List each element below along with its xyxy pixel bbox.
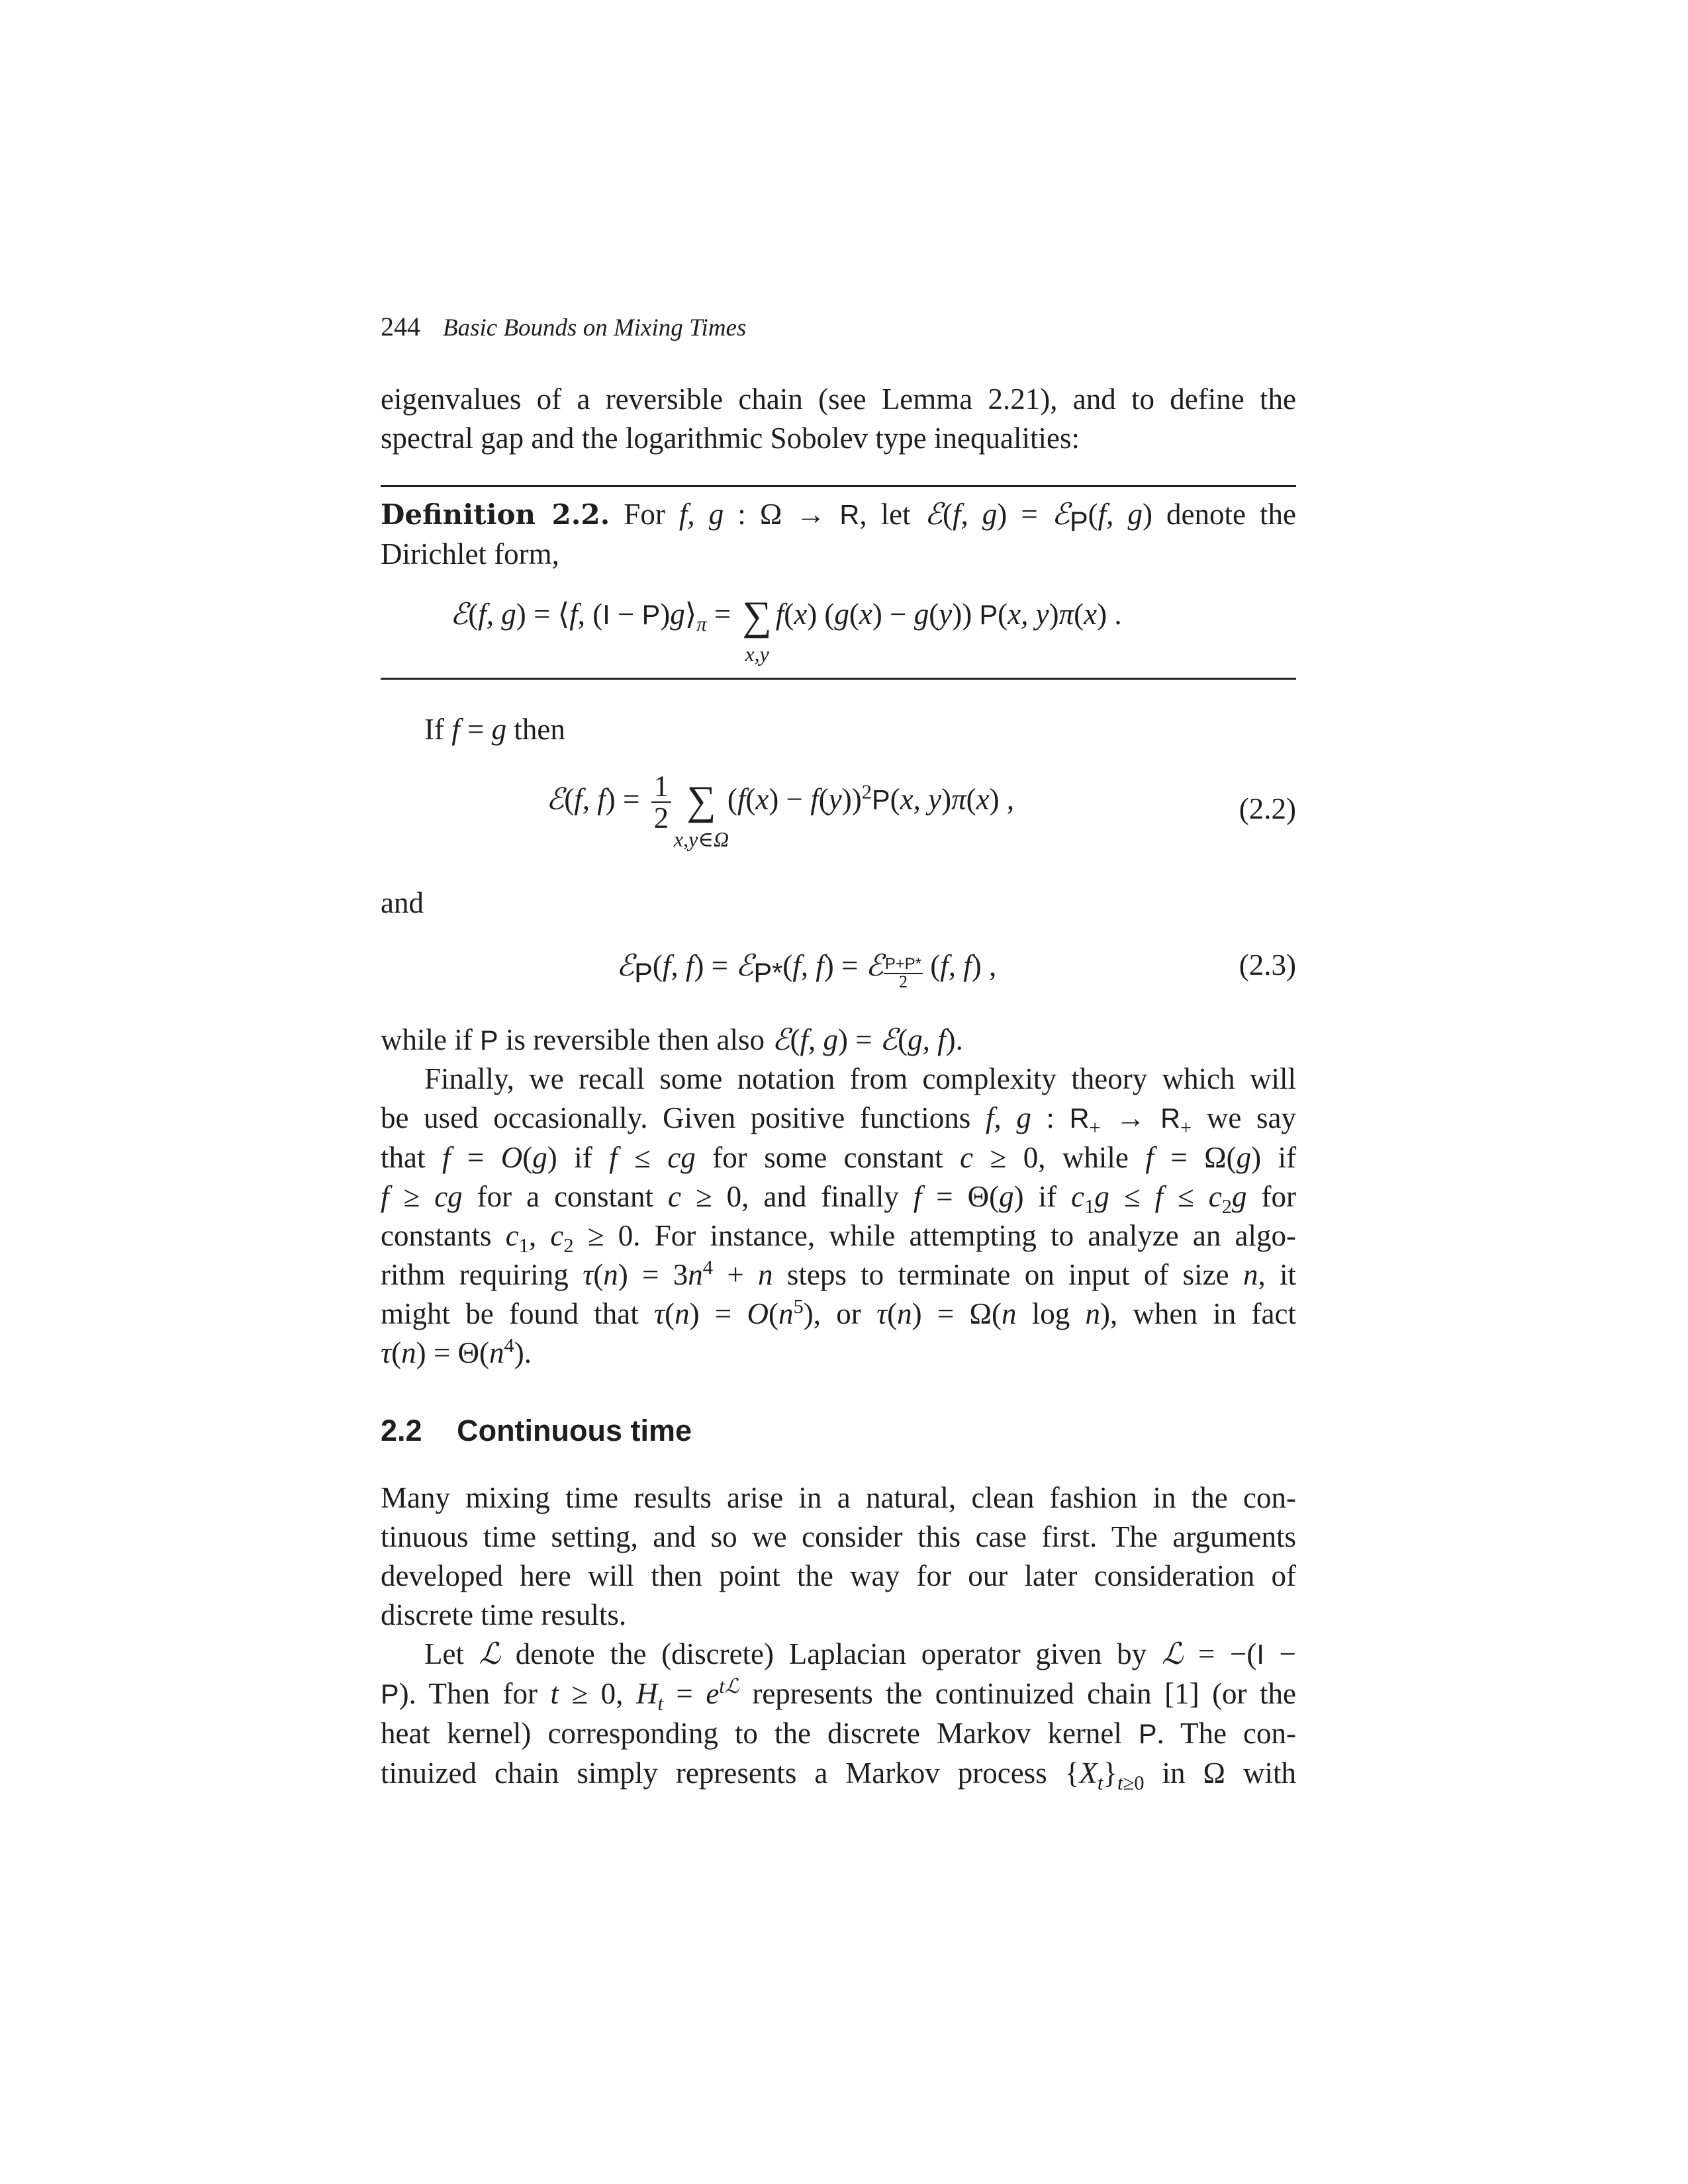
- equation-2-2-number: (2.2): [1239, 792, 1296, 825]
- definition-line-2: Dirichlet form,: [381, 537, 559, 570]
- intro-line-1: eigenvalues of a reversible chain (see Lemma 2.21), and to define the: [381, 383, 1296, 416]
- laplacian-paragraph: Let ℒ denote the (discrete) Laplacian operator given by ℒ = −(I − P). Then for t ≥ 0, $H_t = e^{tℒ}$ represents the continuized chain [1] (or the heat kernel) corresponding to the discrete Markov kernel P. The con- tinuized chain simply represents a Markov process $\{X_t\}_{t\ge 0}$ in Ω with: [381, 1637, 1297, 1794]
- section-title: Continuous time: [457, 1414, 692, 1447]
- page: [381, 0, 1296, 2184]
- equation-2-2: ℰ(f, f) = $\frac{1}{2}$ ∑ x,y∈Ω $(f(x) - f(y))^2P(x$, y)π(x) ,: [546, 770, 1015, 852]
- if-line: If f = g then: [424, 713, 565, 746]
- running-title: Basic Bounds on Mixing Times: [443, 314, 747, 341]
- page-number: 244: [381, 312, 420, 341]
- section-heading: [381, 1414, 1296, 1448]
- intro-paragraph: [381, 380, 1296, 458]
- continuous-paragraph: Many mixing time results arise in a natural, clean fashion in the con- tinuous time setting, and so we consider this case first. The arguments developed here will then point the way for our later consideration of discrete time results.: [381, 1481, 1296, 1631]
- and-line: and: [381, 886, 424, 919]
- definition-label: Definition 2.2.: [381, 498, 610, 531]
- notation-paragraph: Finally, we recall some notation from complexity theory which will be used occasionally. Given positive functions f, g : $R_+ \to R_+$ we say that f = O(g) if f ≤ cg for some constant c ≥ 0, while f = Ω(g) if f ≥ cg for a constant c ≥ 0, and finally f = Θ(g) if $c_1g \le f \le c_2g$ for constants $c_1$, $c_2 \ge 0$. For instance, while attempting to analyze an algo- rithm requiring $\tau(n) = 3n^4 + n$ steps to terminate on input of size n, it might be found that $\tau(n) = O(n^5)$, or τ(n) = Ω(n log n), when in fact $\tau(n) = \Theta(n^4)$.: [381, 1062, 1297, 1369]
- definition-top-rule: [381, 485, 1296, 487]
- equation-2-3-number: (2.3): [1239, 948, 1296, 981]
- dirichlet-form-equation: ℰ(f, g) = ⟨f, $(I - P)g⟩_\pi$ = ∑ x,y f(x) (g(x) − g(y)) P(x, y)π(x) .: [450, 594, 1122, 666]
- equation-2-3: ℰ$_P$(f, f) = ℰ$_{P*}$(f, f) = ℰ $\frac{P+P*}{2}$ (f, f) ,: [616, 949, 997, 991]
- section-number: 2.2: [381, 1414, 422, 1447]
- definition-bottom-rule: [381, 678, 1296, 680]
- intro-line-2: spectral gap and the logarithmic Sobolev type inequalities:: [381, 422, 1080, 455]
- definition-line-1: Definition 2.2. For f, g : Ω → R, let ℰ(f, g) = ℰ$_P$(f, g) denote the: [381, 498, 1297, 537]
- running-header: [381, 311, 1296, 351]
- while-line: while if P is reversible then also ℰ(f, g) = ℰ(g, f).: [381, 1023, 963, 1056]
- definition-block: [381, 495, 1296, 574]
